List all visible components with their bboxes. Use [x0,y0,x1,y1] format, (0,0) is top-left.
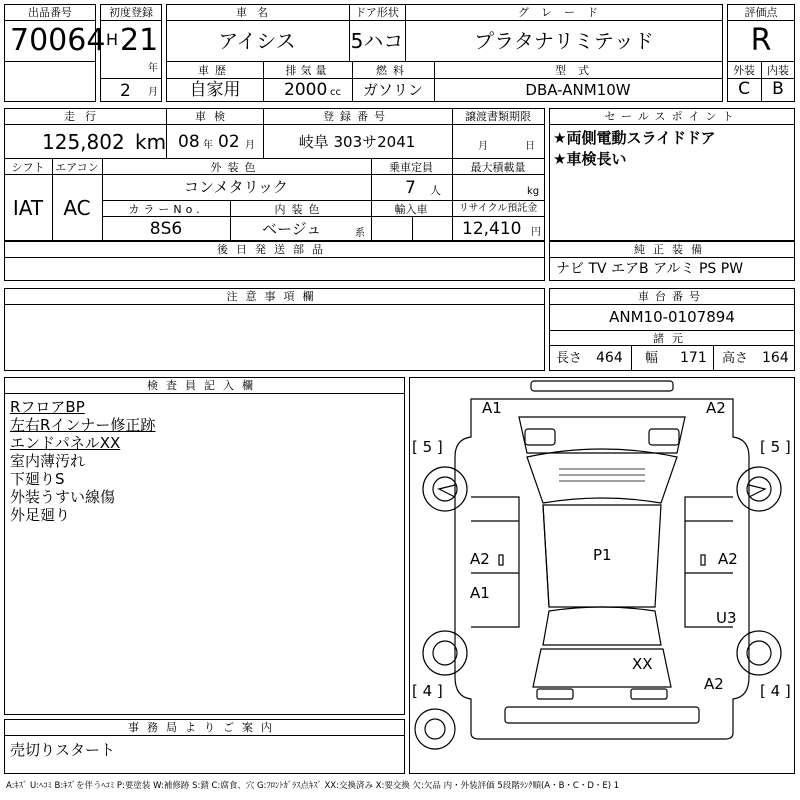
displacement-unit: cc [330,87,341,98]
mirror-left [439,485,455,497]
code-a2-rear: A2 [704,675,724,693]
exterior-score: C [738,79,750,99]
shift: IAT [12,196,44,220]
exterior-label: 外装 [733,64,755,77]
displacement: 2000 [284,80,328,100]
tire-rear-right [737,631,781,675]
length-label: 長さ [556,351,583,366]
reg-no-label: 登録番号 [323,110,391,123]
era: H [106,30,119,49]
overall-score: R [750,23,772,58]
door-type: 5ハコ [350,29,404,53]
inspector-note-4: 室内薄汚れ [10,452,86,470]
transfer-month-unit: 月 [478,141,488,152]
car-name-label: 車名 [236,6,278,19]
grade-label: グレード [518,6,610,19]
selling-points-box [549,108,795,241]
chassis-label: 車台番号 [638,290,706,303]
score-label: 評価点 [744,6,778,19]
tire-rear-right-code: [ 4 ] [760,682,791,700]
year-unit: 年 [148,63,158,74]
interior-color-label: 内装色 [274,203,326,216]
color-no: 8S6 [149,219,183,239]
inspection-year: 08 [178,132,200,152]
registration-month: 2 [120,81,131,101]
tire-rear-left-code: [ 4 ] [412,682,443,700]
color: コンメタリック [184,178,288,196]
code-a2-right: A2 [718,550,738,568]
transfer-docs-label: 譲渡書類期限 [465,110,531,123]
mirror-right [749,485,765,497]
mileage-unit: km [135,130,167,154]
first-registration-label: 初度登録 [109,6,153,19]
inspection-month-unit: 月 [245,140,255,151]
height-label: 高さ [722,351,749,366]
history-label: 車歴 [198,64,232,77]
car-diagram [409,377,795,774]
tire-front-left [423,467,467,511]
capacity-label: 乗車定員 [389,161,433,174]
ac-label: エアコン [55,161,99,174]
grille-left [525,429,555,445]
door-label: ドア形状 [355,6,399,19]
month-unit: 月 [148,87,158,98]
color-no-label: カラーNo. [128,203,204,216]
fuel-label: 燃料 [376,64,410,77]
recycle-unit: 円 [531,227,541,238]
inspector-label: 検査員記入欄 [147,379,261,392]
width-label: 幅 [645,351,659,366]
lot-number-label: 出品番号 [28,6,72,19]
selling-point-2: ★車検長い [553,150,627,168]
rear-lamp-right [631,689,667,699]
inspector-note-7: 外足廻り [10,506,71,524]
color-label: 外装色 [210,161,262,174]
length: 464 [596,350,623,366]
inspection-year-unit: 年 [203,140,213,151]
equipment: ナビ TV エアB アルミ PS PW [556,261,744,277]
code-a2-top: A2 [706,399,726,417]
legend: A:ｷｽﾞ U:ﾍｺﾐ B:ｷｽﾞを伴うﾍｺﾐ P:要塗装 W:補修跡 S:錆 C:腐食、穴 G:ﾌﾛﾝﾄｶﾞﾗｽ点ｷｽﾞ XX:交換済み X:要交換 欠:欠品 内・外装評価 5段階ﾗﾝｸ順(A・B・C・D・E) 1 [6,781,620,791]
tire-front-right-code: [ 5 ] [760,438,791,456]
capacity-unit: 人 [430,184,441,197]
dims-label: 諸元 [653,332,691,345]
max-load-unit: kg [527,186,540,197]
interior-label: 内装 [767,64,789,77]
equipment-label: 純正装備 [634,243,710,256]
fuel: ガソリン [362,81,424,99]
height: 164 [762,350,789,366]
rear-glass-shape [543,607,661,645]
inspection-label: 車検 [195,110,233,123]
displacement-label: 排気量 [285,64,331,77]
grille-right [649,429,679,445]
mileage-label: 走行 [64,110,106,123]
code-u3-right: U3 [716,609,737,627]
recycle-fee: 12,410 [462,219,522,239]
car-name: アイシス [218,29,296,53]
spare-tire [415,709,455,749]
inspector-note-2: 左右Rインナー修正跡 [10,416,156,434]
tire-front-right [737,467,781,511]
model-label: 型式 [555,64,601,77]
code-xx-rear: XX [632,655,653,673]
rear-lamp-left [537,689,573,699]
capacity: 7 [405,178,416,198]
selling-points-label: セールスポイント [604,110,740,123]
max-load-label: 最大積載量 [470,161,526,174]
history: 自家用 [189,80,241,100]
code-a1-top: A1 [482,399,502,417]
mileage: 125,802 [42,130,125,154]
selling-point-1: ★両側電動スライドドア [553,129,716,147]
reg-no: 岐阜 303サ2041 [298,133,416,151]
later-parts-label: 後日発送部品 [217,243,331,256]
interior-color-unit: 系 [355,228,365,239]
notes-label: 注意事項欄 [226,290,322,303]
registration-year: 21 [120,23,159,58]
lot-number: 70064 [10,23,106,58]
code-p1: P1 [593,546,612,564]
inspector-note-3: エンドパネルXX [10,434,121,452]
shift-label: シフト [11,161,45,174]
grade: プラタナリミテッド [474,29,654,53]
front-bumper-shape [531,381,673,391]
tire-rear-left [423,631,467,675]
rear-bumper-shape [505,707,699,723]
model: DBA-ANM10W [525,81,631,99]
windshield-shape [527,449,677,503]
ac: AC [63,196,91,220]
recycle-label: リサイクル預託金 [458,203,538,214]
code-a2-left: A2 [470,550,490,568]
hood-shape [519,417,685,453]
office-label: 事務局よりご案内 [128,721,280,734]
inspector-note-5: 下廻りS [10,470,65,488]
office-note: 売切りスタート [10,741,116,759]
chassis-number: ANM10-0107894 [609,308,735,326]
tire-front-left-code: [ 5 ] [412,438,443,456]
inspection-month: 02 [218,132,240,152]
inspector-note-6: 外装うすい線傷 [10,488,116,506]
inspector-note-1: RフロアBP [10,398,85,416]
transfer-day-unit: 日 [525,141,535,152]
import-label: 輸入車 [394,203,428,216]
code-a1-left: A1 [470,584,490,602]
interior-score: B [772,79,784,99]
width: 171 [680,350,707,366]
interior-color: ベージュ [262,220,322,238]
